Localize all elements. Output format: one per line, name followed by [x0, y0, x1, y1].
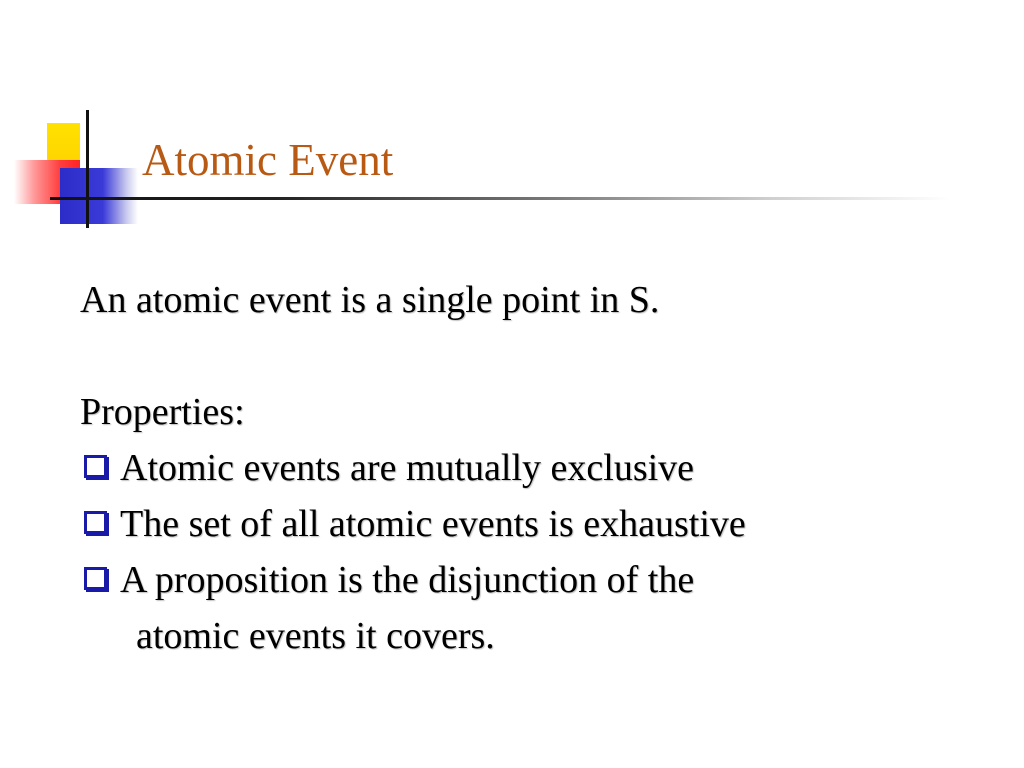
bullet-text: The set of all atomic events is exhaustive	[120, 503, 746, 545]
title-underline	[50, 197, 950, 200]
bullet-text: A proposition is the disjunction of the	[120, 559, 695, 601]
vertical-rule	[86, 110, 89, 228]
bullet-item	[80, 552, 980, 608]
hollow-square-bullet-icon	[80, 440, 120, 496]
definition-text: An atomic event is a single point in S.	[80, 279, 660, 321]
bullet-text: Atomic events are mutually exclusive	[120, 447, 695, 489]
hollow-square-bullet-icon	[80, 552, 120, 608]
bullet-continuation-text: atomic events it covers.	[136, 615, 495, 657]
colored-blocks-logo-icon	[0, 0, 150, 240]
hollow-square-bullet-icon	[80, 496, 120, 552]
bullet-item	[80, 440, 980, 496]
spacer	[80, 328, 980, 384]
blue-block	[60, 168, 138, 224]
properties-heading: Properties:	[80, 391, 245, 433]
slide-title: Atomic Event	[142, 135, 394, 185]
bullet-item	[80, 496, 980, 552]
slide-body	[80, 272, 980, 664]
